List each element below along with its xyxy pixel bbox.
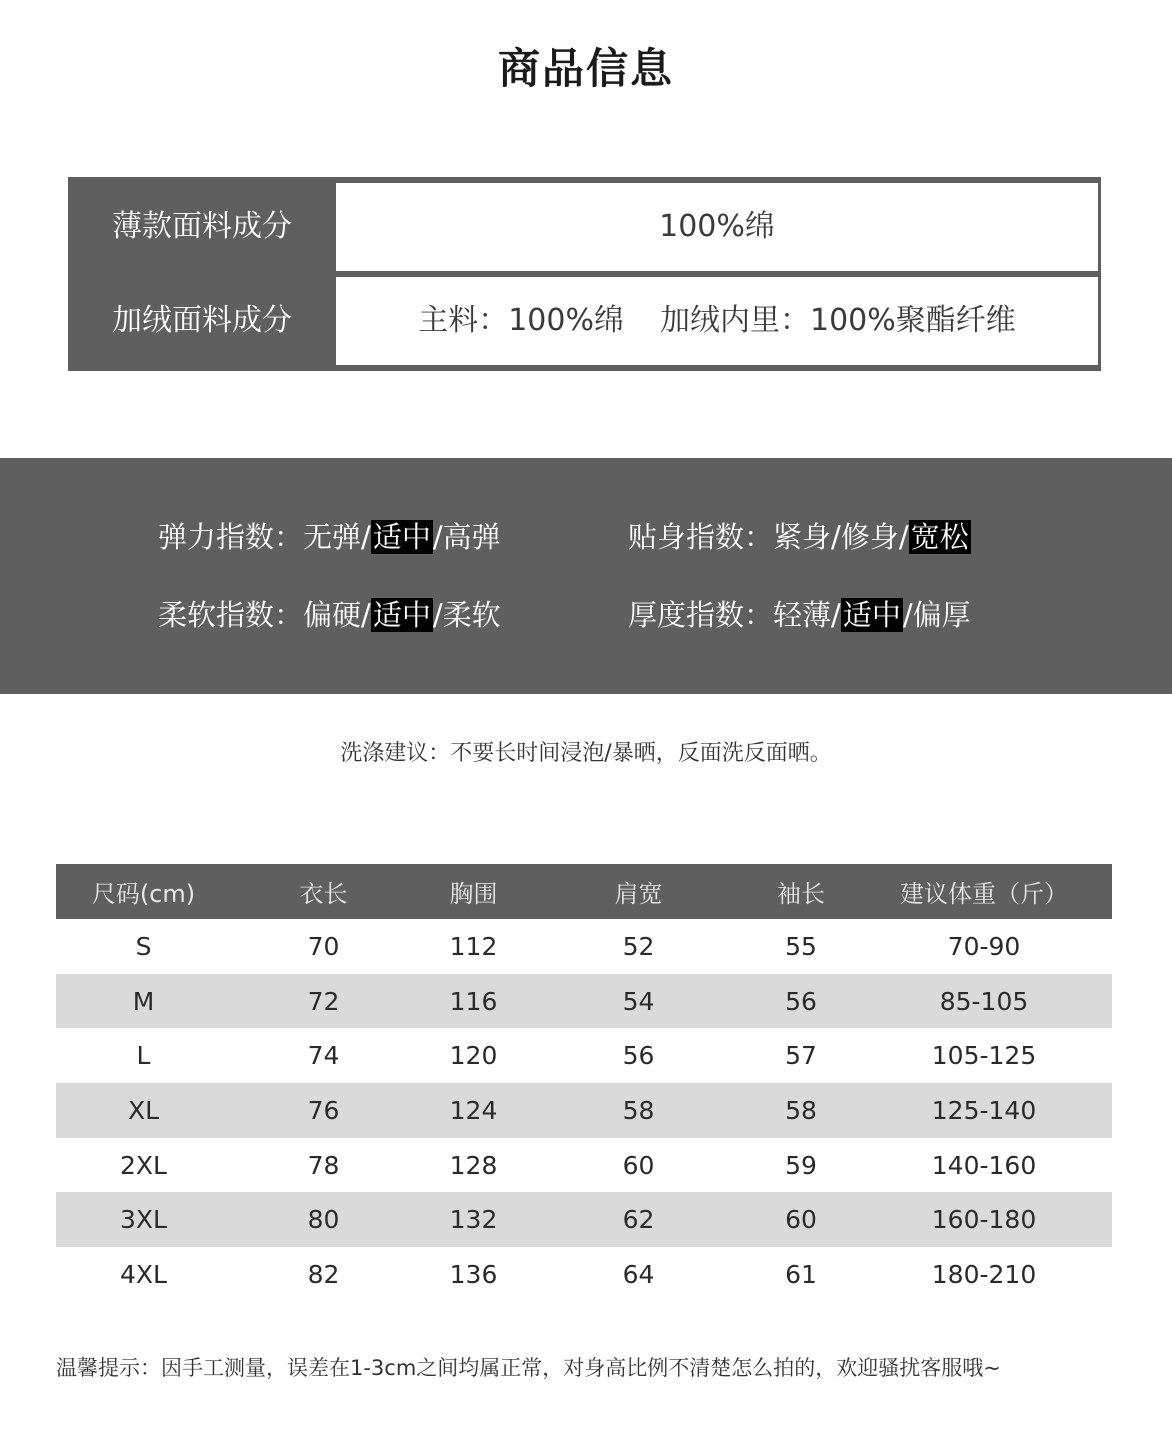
index-option: 柔软 [442, 598, 501, 632]
index-option: 偏硬 [303, 598, 362, 632]
size-table-header-cell: 尺码(cm) [56, 864, 231, 919]
index-separator: / [432, 598, 443, 632]
fabric-main-material: 主料：100%绵 [418, 303, 624, 338]
table-cell: XL [56, 1083, 231, 1138]
table-cell: 80 [231, 1192, 416, 1247]
size-table-header-cell: 胸围 [416, 864, 531, 919]
index-separator: / [831, 598, 841, 632]
table-cell: 52 [622, 931, 655, 961]
index-separator: / [898, 520, 909, 554]
table-cell: 58 [531, 1083, 746, 1138]
table-cell: 78 [307, 1150, 340, 1180]
table-cell: 2XL [120, 1150, 167, 1180]
table-cell: 58 [746, 1083, 856, 1138]
table-cell: 85-105 [856, 974, 1112, 1029]
index-option: 紧身 [773, 520, 832, 554]
index-option-selected: 适中 [372, 598, 431, 632]
fabric-label: 薄款面料成分 [112, 209, 292, 244]
table-cell: M [56, 974, 231, 1029]
index-option: 无弹 [303, 520, 362, 554]
index-separator: / [361, 520, 371, 554]
table-row [56, 974, 1112, 1029]
index-option-selected: 适中 [842, 598, 901, 632]
table-cell: 55 [785, 931, 817, 961]
index-option: 轻薄 [773, 598, 832, 632]
fabric-row-fleece [71, 274, 1098, 368]
table-cell: 61 [785, 1259, 817, 1289]
softness-index [158, 594, 501, 636]
index-label: 弹力指数： [158, 520, 304, 554]
table-cell: 140-160 [931, 1150, 1037, 1180]
index-separator: / [831, 520, 841, 554]
table-cell: 132 [416, 1192, 531, 1247]
fabric-composition-table [68, 177, 1101, 371]
table-row [56, 1083, 1112, 1138]
table-cell: 180-210 [931, 1259, 1037, 1289]
index-option: 修身 [840, 520, 899, 554]
table-row [56, 1138, 1112, 1193]
table-cell: 60 [622, 1150, 655, 1180]
size-table-header-cell: 衣长 [231, 864, 416, 919]
fabric-value: 100%绵 [336, 183, 1098, 271]
table-cell: 125-140 [856, 1083, 1112, 1138]
table-cell: S [135, 931, 152, 961]
table-cell: 3XL [56, 1192, 231, 1247]
table-cell: 116 [416, 974, 531, 1029]
table-cell: 62 [531, 1192, 746, 1247]
index-label: 厚度指数： [628, 598, 774, 632]
table-row [56, 919, 1112, 974]
table-cell: 160-180 [856, 1192, 1112, 1247]
table-cell: 54 [531, 974, 746, 1029]
table-cell: 70-90 [947, 931, 1021, 961]
index-separator: / [902, 598, 913, 632]
index-separator: / [361, 598, 371, 632]
table-row [56, 1247, 1112, 1302]
fabric-lining-material: 加绒内里：100%聚酯纤维 [660, 303, 1016, 338]
wash-note: 洗涤建议：不要长时间浸泡/暴晒，反面洗反面晒。 [340, 741, 832, 766]
index-label: 柔软指数： [158, 598, 304, 632]
index-option: 偏厚 [912, 598, 971, 632]
table-row [56, 1192, 1112, 1247]
table-cell: 70 [307, 931, 340, 961]
fabric-index-panel [0, 458, 1172, 694]
table-cell: 82 [307, 1259, 340, 1289]
table-cell: 74 [307, 1041, 340, 1071]
thickness-index [628, 594, 971, 636]
fabric-value [336, 277, 1098, 365]
size-table-header [56, 864, 1112, 919]
size-table-header-cell: 肩宽 [531, 864, 746, 919]
page-title: 商品信息 [497, 44, 674, 93]
size-table-header-cell: 建议体重（斤） [856, 864, 1112, 919]
table-cell: 60 [746, 1192, 856, 1247]
table-cell: 136 [449, 1259, 498, 1289]
index-separator: / [432, 520, 443, 554]
table-cell: 56 [622, 1041, 655, 1071]
table-cell: 128 [449, 1150, 498, 1180]
table-cell: 112 [449, 931, 498, 961]
index-option: 高弹 [442, 520, 501, 554]
table-cell: L [136, 1041, 151, 1071]
table-cell: 76 [231, 1083, 416, 1138]
table-cell: 120 [449, 1041, 498, 1071]
index-option-selected: 宽松 [910, 520, 969, 554]
elasticity-index [158, 516, 501, 558]
index-option-selected: 适中 [372, 520, 431, 554]
table-row [56, 1028, 1112, 1083]
fabric-label: 加绒面料成分 [112, 303, 292, 338]
table-cell: 124 [416, 1083, 531, 1138]
table-cell: 105-125 [931, 1041, 1037, 1071]
table-cell: 64 [622, 1259, 655, 1289]
index-label: 贴身指数： [628, 520, 774, 554]
fabric-row-thin [71, 180, 1098, 274]
table-cell: 56 [746, 974, 856, 1029]
table-cell: 4XL [120, 1259, 167, 1289]
table-cell: 57 [785, 1041, 817, 1071]
table-cell: 59 [785, 1150, 817, 1180]
size-table-header-cell: 袖长 [746, 864, 856, 919]
measurement-tip: 温馨提示：因手工测量，误差在1-3cm之间均属正常，对身高比例不清楚怎么拍的，欢迎骚扰客服哦~ [56, 1356, 1001, 1380]
size-table [56, 864, 1112, 1302]
table-cell: 72 [231, 974, 416, 1029]
fit-index [628, 516, 971, 558]
